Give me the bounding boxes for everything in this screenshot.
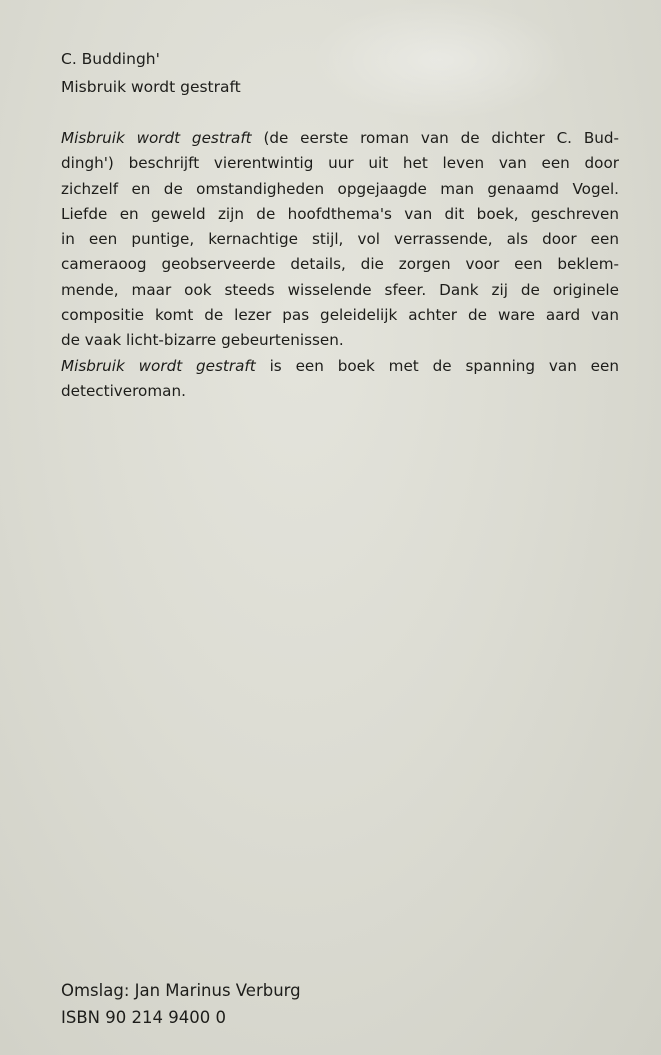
blurb-line-text: is een boek met de spanning van een bbox=[255, 356, 619, 375]
author-name: C. Buddingh' bbox=[61, 50, 160, 68]
blurb-line: in een puntige, kernachtige stijl, vol verrassende, als door een bbox=[61, 230, 619, 249]
blurb-line: zichzelf en de omstandigheden opgejaagde man genaamd Vogel. bbox=[61, 179, 619, 198]
blurb-line: detectiveroman. bbox=[61, 381, 186, 400]
blurb-line bbox=[61, 354, 619, 379]
cover-header bbox=[61, 45, 241, 101]
cover-credit: Omslag: Jan Marinus Verburg bbox=[61, 981, 301, 1000]
blurb-line: de vaak licht-bizarre gebeurtenissen. bbox=[61, 331, 344, 350]
blurb-line bbox=[61, 126, 619, 151]
blurb-line: cameraoog geobserveerde details, die zorgen voor een beklem- bbox=[61, 255, 619, 274]
blurb-line: dingh') beschrijft vierentwintig uur uit het leven van een door bbox=[61, 154, 619, 173]
blurb-line: compositie komt de lezer pas geleidelijk achter de ware aard van bbox=[61, 306, 619, 325]
blurb-title-italic: Misbruik wordt gestraft bbox=[61, 129, 252, 147]
book-title: Misbruik wordt gestraft bbox=[61, 78, 241, 96]
blurb-line-text: (de eerste roman van de dichter C. Bud- bbox=[251, 129, 619, 147]
cover-footer bbox=[61, 977, 301, 1031]
blurb-title-italic: Misbruik wordt gestraft bbox=[61, 356, 256, 375]
isbn-number: ISBN 90 214 9400 0 bbox=[61, 1008, 226, 1027]
blurb-line: Liefde en geweld zijn de hoofdthema's van dit boek, geschreven bbox=[61, 204, 619, 223]
blurb-line: mende, maar ook steeds wisselende sfeer. Dank zij de originele bbox=[61, 280, 619, 299]
light-glare bbox=[310, 0, 570, 120]
blurb-text bbox=[61, 126, 619, 404]
